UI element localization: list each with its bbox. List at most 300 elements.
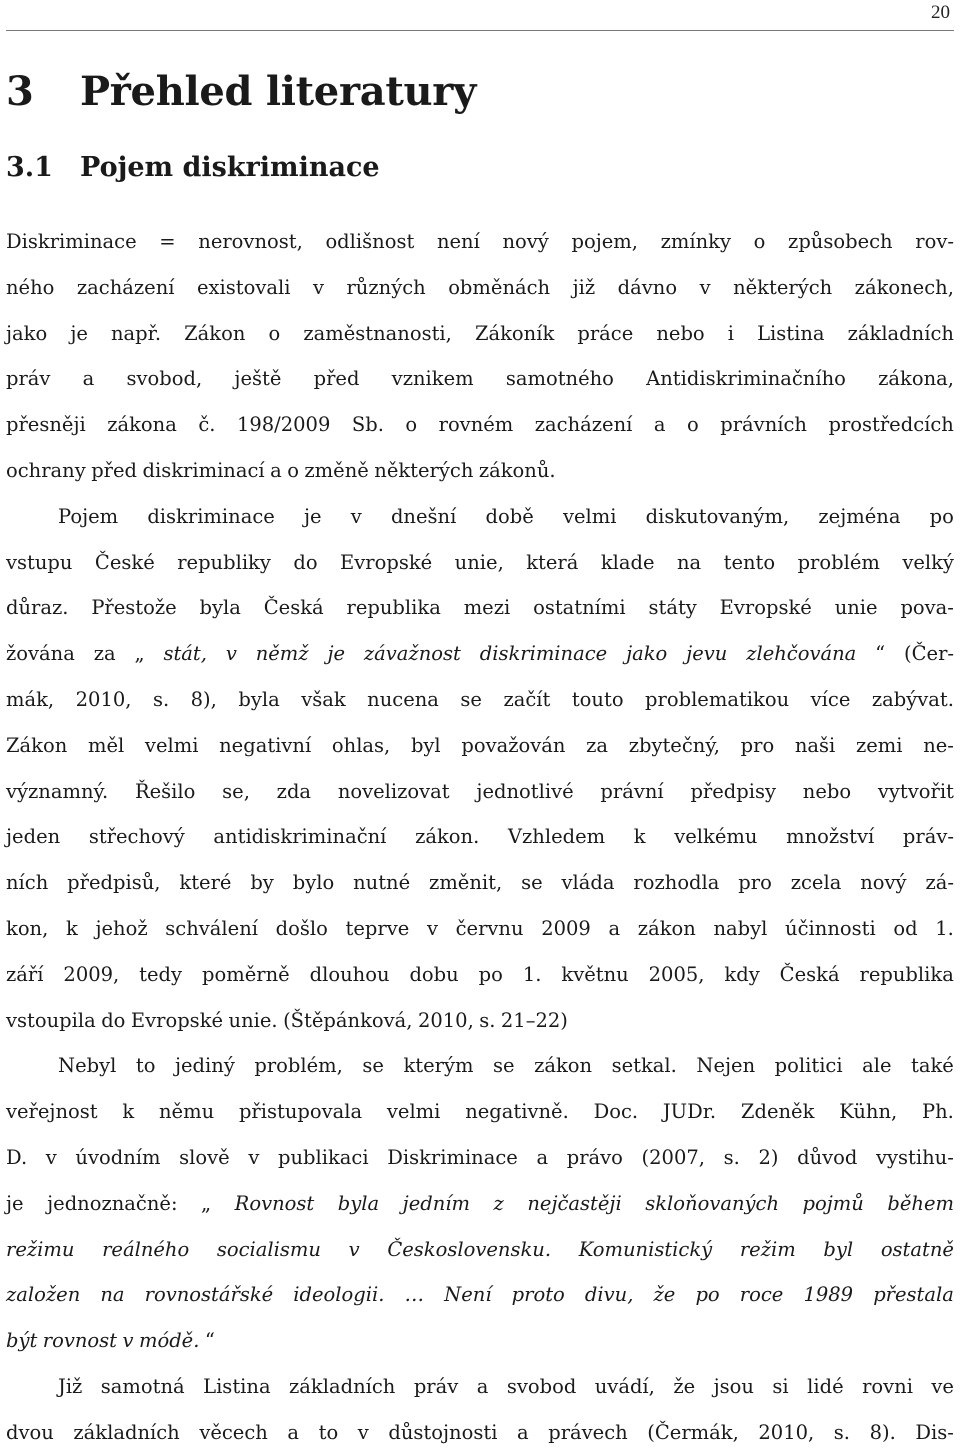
- word: ideologii.: [293, 1283, 385, 1307]
- word: jednoznačně:: [47, 1191, 178, 1215]
- word: zabývat.: [871, 687, 954, 711]
- text-line: [6, 1181, 954, 1227]
- word: že: [653, 1283, 676, 1307]
- word: je: [70, 321, 88, 345]
- chapter-heading: [6, 62, 476, 122]
- word: ních: [6, 871, 49, 895]
- word: Ph.: [921, 1100, 954, 1124]
- word: negativní: [219, 733, 312, 757]
- word: před: [313, 367, 360, 391]
- word: ještě: [234, 367, 282, 391]
- word: červnu: [455, 916, 524, 940]
- word: JUDr.: [662, 1100, 717, 1124]
- page-header: [6, 0, 954, 31]
- word: vznikem: [391, 367, 474, 391]
- text-line: [6, 356, 954, 402]
- word: v: [45, 1145, 57, 1169]
- word: úvodním: [75, 1145, 161, 1169]
- word: do: [293, 550, 318, 574]
- word: i: [727, 321, 734, 345]
- body-text: [6, 219, 954, 1456]
- word: o: [287, 458, 299, 482]
- word: Komunistický: [578, 1237, 713, 1261]
- text-line: [6, 585, 954, 631]
- word: není: [436, 230, 480, 253]
- word: s.: [833, 1420, 851, 1444]
- word: “: [875, 642, 886, 666]
- word: ostatními: [533, 596, 626, 620]
- word: pojem,: [571, 230, 638, 253]
- word: němž: [255, 642, 309, 666]
- text-line: [6, 677, 954, 723]
- word: Diskriminace: [387, 1145, 518, 1169]
- text-line: [6, 494, 954, 540]
- word: dnešní: [390, 504, 457, 528]
- word: to: [318, 1420, 339, 1444]
- word: nerovnost,: [198, 230, 303, 253]
- word: Rovnost: [234, 1191, 315, 1215]
- text-line: [6, 1318, 954, 1364]
- word: k: [65, 916, 78, 940]
- word: době: [485, 504, 534, 528]
- word: zbytečný,: [628, 733, 720, 757]
- word: mák,: [6, 687, 55, 711]
- word: s.: [479, 1008, 496, 1032]
- word: květnu: [561, 962, 629, 986]
- word: svobod,: [126, 367, 203, 391]
- word: Přestože: [91, 596, 177, 620]
- chapter-number: 3: [6, 68, 34, 115]
- text-line: [6, 1227, 954, 1273]
- word: 2009,: [63, 962, 120, 986]
- word: a: [517, 1420, 529, 1444]
- word: samotná: [100, 1374, 185, 1398]
- word: „: [134, 642, 145, 666]
- word: dlouhou: [309, 962, 390, 986]
- word: a: [82, 367, 95, 391]
- word: jedním: [402, 1191, 471, 1215]
- text-line: [6, 402, 954, 448]
- word: Česká: [779, 962, 840, 986]
- word: od: [893, 916, 918, 940]
- word: během: [887, 1191, 954, 1215]
- word: některých: [374, 458, 474, 482]
- text-line: [6, 998, 954, 1044]
- word: zákon: [637, 916, 696, 940]
- word: Listina: [203, 1374, 271, 1398]
- text-line: [6, 1410, 954, 1456]
- word: zákon: [534, 1054, 593, 1078]
- word: např.: [110, 321, 162, 345]
- word: a: [608, 916, 621, 940]
- word: prostředcích: [828, 413, 954, 437]
- word: Doc.: [593, 1100, 639, 1124]
- word: rov-: [915, 230, 954, 253]
- section-number: 3.1: [6, 152, 53, 183]
- word: Kühn,: [839, 1100, 898, 1124]
- word: zlehčována: [746, 642, 857, 666]
- word: změně: [304, 458, 369, 482]
- word: novelizovat: [337, 779, 450, 803]
- word: být: [6, 1329, 38, 1353]
- word: lidé: [807, 1374, 844, 1398]
- word: vláda: [561, 871, 615, 895]
- word: více: [810, 687, 851, 711]
- word: kdy: [724, 962, 760, 986]
- word: by: [250, 871, 274, 895]
- word: (2007,: [641, 1145, 705, 1169]
- word: založen: [6, 1283, 81, 1307]
- word: režimu: [6, 1237, 75, 1261]
- text-line: [6, 906, 954, 952]
- word: ochrany: [6, 458, 86, 482]
- word: právní: [600, 779, 664, 803]
- word: (Čermák,: [647, 1420, 739, 1444]
- word: rovném: [438, 413, 514, 437]
- word: s.: [723, 1145, 740, 1169]
- word: po: [695, 1283, 720, 1307]
- word: ostatně: [880, 1237, 954, 1261]
- word: Nejen: [696, 1054, 756, 1078]
- word: žována: [6, 642, 75, 666]
- word: nový: [502, 230, 549, 253]
- word: na: [676, 550, 702, 574]
- word: důstojnosti: [388, 1420, 498, 1444]
- word: velmi: [562, 504, 617, 528]
- word: po: [478, 962, 503, 986]
- word: za: [93, 642, 116, 666]
- word: divu,: [584, 1283, 634, 1307]
- word: socialismu: [216, 1237, 321, 1261]
- word: tedy: [139, 962, 183, 986]
- word: kterým: [403, 1054, 474, 1078]
- word: se: [460, 687, 482, 711]
- text-line: [6, 540, 954, 586]
- word: před: [91, 458, 138, 482]
- word: se: [521, 871, 543, 895]
- word: diskriminací: [142, 458, 265, 482]
- word: ve: [931, 1374, 954, 1398]
- word: Dis-: [915, 1420, 954, 1444]
- word: které: [179, 871, 232, 895]
- word: a: [287, 1420, 300, 1444]
- word: se: [362, 1054, 384, 1078]
- word: měl: [87, 733, 125, 757]
- text-line: [6, 723, 954, 769]
- word: že: [673, 1374, 696, 1398]
- word: zcela: [790, 871, 842, 895]
- word: jeden: [6, 825, 61, 849]
- word: Diskriminace: [6, 230, 137, 253]
- word: jsou: [713, 1374, 754, 1398]
- word: …: [404, 1283, 425, 1307]
- word: roce: [739, 1283, 784, 1307]
- word: diskutovaným,: [645, 504, 790, 528]
- word: nutné: [353, 871, 411, 895]
- page-number: 20: [931, 2, 950, 23]
- word: Zákoník: [474, 321, 555, 345]
- word: 21–22): [500, 1008, 568, 1032]
- word: jediný: [174, 1054, 235, 1078]
- word: o: [268, 321, 281, 345]
- word: dvou: [6, 1420, 54, 1444]
- word: byl: [410, 733, 441, 757]
- word: 8).: [869, 1420, 896, 1444]
- word: přestala: [873, 1283, 954, 1307]
- word: v: [248, 1145, 260, 1169]
- text-line: [6, 1364, 954, 1410]
- word: velkému: [674, 825, 758, 849]
- word: republika: [346, 596, 441, 620]
- word: a: [270, 458, 282, 482]
- word: přesněji: [6, 413, 86, 437]
- word: důvod: [797, 1145, 858, 1169]
- word: Sb.: [351, 413, 384, 437]
- word: klade: [600, 550, 655, 574]
- word: stát,: [163, 642, 207, 666]
- word: bylo: [292, 871, 335, 895]
- word: v: [348, 1237, 360, 1261]
- word: 8),: [190, 687, 217, 711]
- word: s.: [152, 687, 170, 711]
- word: po: [929, 504, 954, 528]
- word: České: [94, 550, 155, 574]
- word: v: [699, 275, 711, 299]
- word: která: [526, 550, 579, 574]
- word: zákona: [107, 413, 177, 437]
- word: zacházení: [76, 275, 175, 299]
- word: nový: [860, 871, 907, 895]
- word: svobod: [506, 1374, 577, 1398]
- word: Zdeněk: [740, 1100, 815, 1124]
- word: práv: [413, 1374, 459, 1398]
- word: Česká: [263, 596, 324, 620]
- word: Řešilo: [134, 779, 196, 803]
- word: 2009: [541, 916, 591, 940]
- word: významný.: [6, 779, 109, 803]
- word: je: [327, 642, 346, 666]
- word: střechový: [88, 825, 185, 849]
- word: ného: [6, 275, 55, 299]
- word: si: [772, 1374, 789, 1398]
- section-heading: [6, 145, 380, 191]
- word: němu: [159, 1100, 215, 1124]
- word: zaměstnanosti,: [303, 321, 452, 345]
- word: závažnost: [363, 642, 461, 666]
- word: zejména: [818, 504, 901, 528]
- word: zákonech,: [854, 275, 954, 299]
- word: a: [536, 1145, 549, 1169]
- word: právech: [548, 1420, 628, 1444]
- word: jako: [6, 321, 48, 345]
- word: republika: [859, 962, 954, 986]
- word: zda: [276, 779, 312, 803]
- word: dávno: [617, 275, 678, 299]
- word: v: [122, 1329, 134, 1353]
- word: slově: [179, 1145, 230, 1169]
- word: „: [201, 1191, 212, 1215]
- word: státy: [648, 596, 697, 620]
- word: Listina: [757, 321, 825, 345]
- word: září: [6, 962, 44, 986]
- word: 2010,: [417, 1008, 474, 1032]
- word: Evropské: [130, 1008, 224, 1032]
- word: z: [493, 1191, 504, 1215]
- word: byla: [238, 687, 280, 711]
- word: považován: [461, 733, 566, 757]
- word: způsobech: [788, 230, 893, 253]
- word: základních: [847, 321, 954, 345]
- word: naši: [794, 733, 836, 757]
- word: dobu: [409, 962, 459, 986]
- word: touto: [571, 687, 624, 711]
- word: se: [493, 1054, 515, 1078]
- word: Vzhledem: [507, 825, 606, 849]
- word: za: [586, 733, 609, 757]
- word: zákonů.: [478, 458, 556, 482]
- word: publikaci: [277, 1145, 369, 1169]
- word: právo: [566, 1145, 623, 1169]
- word: v: [225, 642, 237, 666]
- word: různých: [346, 275, 426, 299]
- word: na: [100, 1283, 125, 1307]
- word: schválení: [165, 916, 258, 940]
- word: “: [204, 1329, 215, 1353]
- word: 1.: [522, 962, 542, 986]
- word: mezi: [463, 596, 511, 620]
- word: rovnostářské: [144, 1283, 274, 1307]
- word: právních: [720, 413, 807, 437]
- word: zacházení: [534, 413, 633, 437]
- word: proto: [511, 1283, 565, 1307]
- word: práce: [577, 321, 634, 345]
- word: Československu.: [387, 1237, 552, 1261]
- word: se,: [222, 779, 250, 803]
- word: Evropské: [340, 550, 433, 574]
- word: zemi: [855, 733, 903, 757]
- word: problém: [797, 550, 880, 574]
- word: přistupovala: [238, 1100, 363, 1124]
- word: byl: [823, 1237, 854, 1261]
- word: rovnost: [42, 1329, 118, 1353]
- word: do: [101, 1008, 126, 1032]
- word: je: [6, 1191, 24, 1215]
- word: unie.: [228, 1008, 278, 1032]
- word: Nebyl: [58, 1054, 117, 1078]
- word: č.: [198, 413, 216, 437]
- word: jevu: [686, 642, 728, 666]
- word: pro: [740, 733, 775, 757]
- word: unie: [834, 596, 878, 620]
- word: negativně.: [465, 1100, 569, 1124]
- word: velmi: [386, 1100, 441, 1124]
- word: problematikou: [645, 687, 790, 711]
- text-line: [6, 1043, 954, 1089]
- word: zmínky: [660, 230, 732, 253]
- word: práv: [6, 367, 51, 391]
- word: o: [753, 230, 766, 253]
- word: o: [687, 413, 699, 437]
- word: byla: [337, 1191, 380, 1215]
- word: a: [476, 1374, 489, 1398]
- word: v: [426, 916, 438, 940]
- word: (Čer-: [904, 642, 954, 666]
- word: Zákon: [6, 733, 68, 757]
- word: Zákon: [184, 321, 246, 345]
- word: 2): [758, 1145, 779, 1169]
- word: pova-: [900, 596, 954, 620]
- word: (Štěpánková,: [283, 1008, 413, 1032]
- word: Již: [58, 1374, 83, 1398]
- word: jehož: [95, 916, 148, 940]
- word: důraz.: [6, 596, 69, 620]
- word: také: [911, 1054, 954, 1078]
- word: jednotlivé: [476, 779, 574, 803]
- word: nebo: [656, 321, 705, 345]
- text-line: [6, 769, 954, 815]
- chapter-title: Přehled literatury: [80, 68, 477, 115]
- word: Antidiskriminačního: [646, 367, 846, 391]
- word: rovni: [862, 1374, 913, 1398]
- word: 1.: [935, 916, 954, 940]
- word: diskriminace: [479, 642, 608, 666]
- word: práv-: [902, 825, 954, 849]
- word: pojmů: [802, 1191, 864, 1215]
- word: začít: [503, 687, 551, 711]
- word: zákon.: [415, 825, 480, 849]
- word: režim: [739, 1237, 796, 1261]
- word: základních: [289, 1374, 396, 1398]
- word: uvádí,: [594, 1374, 655, 1398]
- word: velký: [902, 550, 954, 574]
- word: základních: [73, 1420, 180, 1444]
- word: D.: [6, 1145, 28, 1169]
- word: rozhodla: [633, 871, 720, 895]
- text-line: [6, 631, 954, 677]
- word: 2005,: [648, 962, 705, 986]
- word: kon,: [6, 916, 49, 940]
- word: však: [301, 687, 346, 711]
- word: setkal.: [611, 1054, 677, 1078]
- text-line: [6, 814, 954, 860]
- word: nabyl: [713, 916, 768, 940]
- word: je: [303, 504, 322, 528]
- word: tento: [723, 550, 776, 574]
- word: politici: [774, 1054, 843, 1078]
- word: k: [633, 825, 646, 849]
- word: v: [350, 504, 362, 528]
- word: ne-: [923, 733, 954, 757]
- text-line: [6, 1272, 954, 1318]
- word: nejčastěji: [527, 1191, 622, 1215]
- word: teprve: [345, 916, 410, 940]
- word: byla: [199, 596, 241, 620]
- word: 2010,: [758, 1420, 815, 1444]
- text-line: [6, 448, 954, 494]
- word: ohlas,: [331, 733, 391, 757]
- word: republiky: [177, 550, 271, 574]
- word: odlišnost: [325, 230, 415, 253]
- word: 1989: [803, 1283, 854, 1307]
- word: existovali: [197, 275, 291, 299]
- word: antidiskriminační: [213, 825, 387, 849]
- word: velmi: [144, 733, 199, 757]
- word: došlo: [275, 916, 328, 940]
- word: vytvořit: [877, 779, 954, 803]
- word: samotného: [505, 367, 614, 391]
- word: =: [159, 230, 176, 253]
- text-line: [6, 265, 954, 311]
